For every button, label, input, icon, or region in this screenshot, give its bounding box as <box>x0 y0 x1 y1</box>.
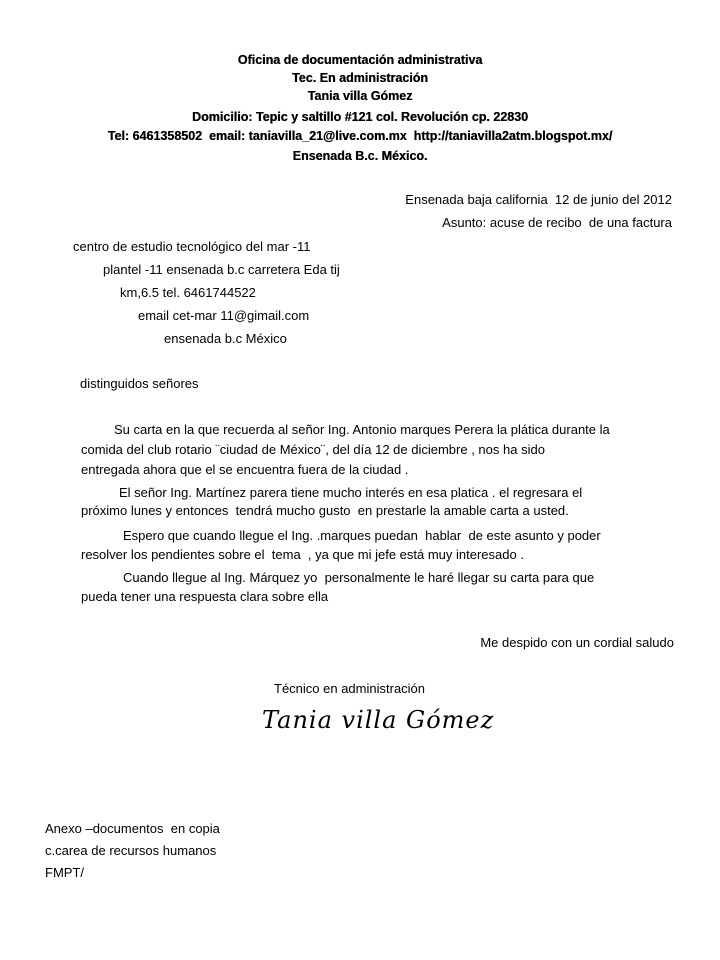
initials-line: FMPT/ <box>45 865 84 880</box>
signer-title: Técnico en administración <box>274 681 426 696</box>
letterhead-office: Oficina de documentación administrativa <box>237 53 483 67</box>
date-line: Ensenada baja california 12 de junio del 2012 <box>405 192 672 207</box>
cc-line: c.carea de recursos humanos <box>45 843 217 858</box>
letterhead-contact: Tel: 6461358502 email: taniavilla_21@live.com.mx http://taniavilla2atm.blogspot.mx/ <box>107 129 613 143</box>
recipient-line-3: km,6.5 tel. 6461744522 <box>120 285 256 300</box>
letterhead-name: Tania villa Gómez <box>307 89 413 103</box>
body-p2-line-1: El señor Ing. Martínez parera tiene mucho interés en esa platica . el regresara el <box>119 485 583 500</box>
body-p4-line-2: pueda tener una respuesta clara sobre ella <box>81 589 329 604</box>
letterhead-title: Tec. En administración <box>292 71 428 85</box>
annex-line: Anexo –documentos en copia <box>45 821 220 836</box>
letterhead-address: Domicilio: Tepic y saltillo #121 col. Revolución cp. 22830 <box>192 110 528 124</box>
body-p2-line-2: próximo lunes y entonces tendrá mucho gusto en prestarle la amable carta a usted. <box>81 503 569 518</box>
body-p3-line-1: Espero que cuando llegue el Ing. .marques puedan hablar de este asunto y poder <box>123 528 601 543</box>
body-p3-line-2: resolver los pendientes sobre el tema , ya que mi jefe está muy interesado . <box>81 547 524 562</box>
closing: Me despido con un cordial saludo <box>480 635 674 650</box>
salutation: distinguidos señores <box>80 376 199 391</box>
body-p1-line-1: Su carta en la que recuerda al señor Ing. Antonio marques Perera la plática durante la <box>114 422 610 437</box>
signature: Tania villa Gómez <box>262 706 495 734</box>
recipient-line-2: plantel -11 ensenada b.c carretera Eda tij <box>103 262 340 277</box>
body-p1-line-3: entregada ahora que el se encuentra fuera de la ciudad . <box>81 462 409 477</box>
body-p4-line-1: Cuando llegue al Ing. Márquez yo personalmente le haré llegar su carta para que <box>123 570 595 585</box>
body-p1-line-2: comida del club rotario ¨ciudad de México¨, del día 12 de diciembre , nos ha sido <box>81 442 545 457</box>
letterhead-city: Ensenada B.c. México. <box>292 149 428 163</box>
recipient-line-1: centro de estudio tecnológico del mar -11 <box>73 239 311 254</box>
subject-line: Asunto: acuse de recibo de una factura <box>442 215 672 230</box>
recipient-line-4: email cet-mar 11@gimail.com <box>138 308 310 323</box>
recipient-line-5: ensenada b.c México <box>164 331 287 346</box>
